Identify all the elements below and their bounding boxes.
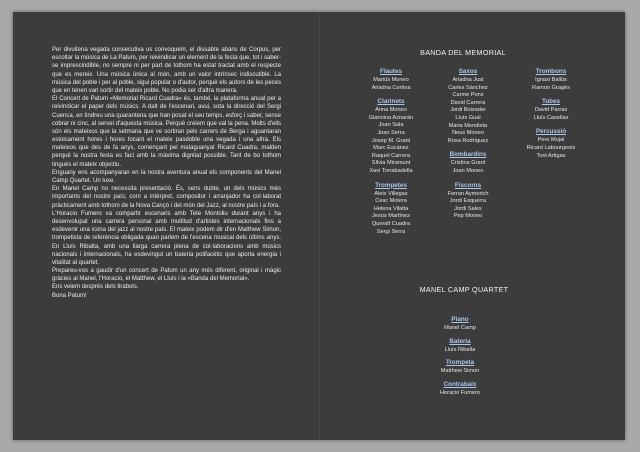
member-name: Carme Pons — [452, 92, 484, 99]
banda-column-2 — [435, 68, 501, 227]
member-name: Xavi Torrabadella — [369, 167, 413, 174]
instrument-section — [411, 338, 509, 355]
member-name: Ricard Labourgeois — [526, 144, 576, 151]
member-name: Cristina Grant — [450, 160, 486, 167]
member-name: Joan Moneo — [452, 167, 484, 174]
member-name: David Parras — [534, 107, 568, 114]
member-name: Mariùs Moneo — [373, 77, 409, 83]
member-name: Giannina Aznarán — [368, 114, 414, 121]
member-name: Cesc Molera — [375, 198, 407, 205]
member-name: Josep M. Grant — [371, 137, 411, 144]
member-name: Raquel Carrera — [371, 152, 411, 159]
member-name: Toni Artigas — [536, 152, 566, 159]
section-title: Saxos — [458, 68, 478, 75]
member-name: Ferran Aymerich — [447, 190, 489, 197]
banda-column-3 — [511, 68, 591, 166]
member-name: Joan Serra — [377, 129, 405, 136]
member-name: Lluís Gual — [455, 114, 481, 121]
quartet-heading: MANEL CAMP QUARTET — [419, 285, 509, 294]
member-name: Jesús Martínez — [372, 213, 410, 220]
member-name: Ramon Gragés — [532, 84, 570, 91]
section-title: Tubes — [541, 98, 561, 106]
instrument-section — [358, 182, 424, 237]
section-title: Bombardins — [449, 151, 487, 159]
intro-paragraph: Per divuitena vegada consecutiva us convoquem, el dissabte abans de Corpus, per escoltar la música de La Patum, per reivindicar un element de la festa que, tot i saber-se imprescindible, no sempre ni per part de tothom ha estat tractat amb el respecte que es mereix. Una música única al món, amb un valor intrínsec indiscutible. La música del poble i per al poble, sigui popular o d'autor, perquè els autors de les peces que en tenen van sortir del mateix poble. No podia ser d'altra manera. — [52, 47, 281, 94]
intro-paragraph: Bona Patum! — [52, 292, 87, 299]
section-title: Bateria — [449, 337, 471, 345]
member-name: Jordi Sales — [454, 205, 482, 212]
member-name: Marc Escánez — [373, 145, 409, 152]
intro-paragraph: Enguany ens acompanyaran en la nostra aventura anual els components del Manel Camp Quartet. Un luxe. — [52, 169, 281, 184]
member-name: Manel Camp — [444, 325, 476, 331]
intro-paragraph: L'Horacio Fumero va compartir escenaris amb Tete Montoliu durant anys i ha desenvolupat una carrera personal amb multitud d'artistes internacionals fins a esdevenir una icona del jazz al nostre país. El mateix podem dir d'en Matthew Simon, trompetista de referència obligada quan parlem de l'escena musical dels últims anys. En Lluís Ribalta, amb una llarga carrera plena de col·laboracions amb músics nacionals i internacionals, ha esdevingut un bateria polifacètic que aporta energia i vitalitat al quartet. — [52, 210, 281, 266]
member-name: Helena Vilalta — [373, 205, 409, 212]
intro-paragraph: Prepareu-vos a gaudir d'un concert de Patum un any més diferent, original i màgic gràcies al Manel, l'Horacio, el Matthew, el Lluís i la «Banda del Memorial». — [52, 268, 281, 283]
instrument-section — [511, 128, 591, 160]
instrument-section — [435, 151, 501, 175]
member-name: Lluís Casellas — [533, 114, 569, 121]
member-name: Jordi Boixader — [450, 107, 486, 114]
member-name: Ariadna Cortina — [371, 84, 411, 91]
member-name: Pere Mujal — [537, 137, 565, 144]
intro-paragraph: Ens veiem després dels tirabols. — [52, 284, 139, 291]
section-title: Trompeta — [445, 359, 475, 367]
member-name: Neus Moneo — [452, 130, 484, 137]
instrument-section — [435, 182, 501, 221]
section-title: Trompetes — [375, 181, 407, 189]
intro-paragraph: En Manel Camp no necessita presentació. És, sens dubte, un dels músics més importants del nostre país; com a intèrpret, compositor i arranjador ha col·laborat pràcticament amb tothom de la Nova Cançó i del món del Jazz, al nostre país i a fora. — [52, 186, 281, 209]
section-title: Clarinets — [377, 98, 405, 106]
member-name: Lluís Ribalta — [444, 346, 476, 353]
section-title: Flautes — [379, 68, 403, 75]
banda-column-1 — [358, 68, 424, 242]
section-title: Percussió — [535, 128, 567, 136]
page-fold — [319, 12, 320, 440]
member-name: Rosa Rodríguez — [447, 137, 489, 144]
section-title: Piano — [451, 316, 469, 323]
section-title: Fiscorns — [454, 181, 482, 189]
instrument-section — [511, 68, 591, 92]
quartet-list — [411, 316, 509, 402]
member-name: Joan Sala — [378, 122, 404, 129]
member-name: Horacio Fumero — [439, 389, 481, 396]
instrument-section — [411, 359, 509, 376]
section-title: Contrabaix — [443, 380, 477, 388]
intro-paragraph: El Concert de Patum «Memorial Ricard Cuadra» és, també, la plataforma anual per a reivindicar el paper dels músics. A dalt de l'escenari, avui, sota la direcció del Sergi Cuenca, en tindreu una quarantena que han posat el seu temps, esforç i saber, sense cobrar ni cinc, al servei d'aquesta música. Perquè creiem que val la pena. Molts d'ells són els mateixos que la setmana que ve sortiran pels carrers de Berga i aguantaran estoicament hores i hores tocant el mateix pasdoble una vegada i una altra. Els mateixos que des de fa anys, començant pel malaguanyat Ricard Cuadra, malden perquè la nostra festa es faci amb la màxima dignitat possible. Tant de bo tothom tingués el mateix objectiu. — [52, 96, 281, 168]
member-name: Jordi Esquerra — [449, 198, 487, 205]
instrument-section — [358, 68, 424, 92]
instrument-section — [411, 316, 509, 333]
member-name: Matthew Simon — [440, 368, 480, 375]
member-name: Pep Moneo — [453, 213, 483, 220]
program-sheet — [13, 12, 625, 440]
member-name: David Carrera — [450, 99, 486, 106]
member-name: Ariadna Just — [452, 77, 484, 83]
instrument-section — [411, 381, 509, 398]
instrument-section — [435, 68, 501, 145]
member-name: Ignasi Ballús — [535, 77, 567, 83]
member-name: Carles Sànchez — [448, 84, 488, 91]
instrument-section — [511, 98, 591, 122]
member-name: Maria Mendieta — [448, 122, 488, 129]
member-name: Anna Moneo — [375, 107, 407, 114]
instrument-section — [358, 98, 424, 175]
member-name: Sergi Serra — [376, 228, 406, 235]
member-name: Queralt Cuadra — [371, 220, 411, 227]
intro-text — [52, 46, 281, 300]
banda-heading: BANDA DEL MEMORIAL — [420, 48, 506, 57]
member-name: Sílvia Miramunt — [371, 160, 411, 167]
member-name: Aleix Villegas — [374, 190, 408, 197]
section-title: Trombons — [535, 68, 567, 75]
